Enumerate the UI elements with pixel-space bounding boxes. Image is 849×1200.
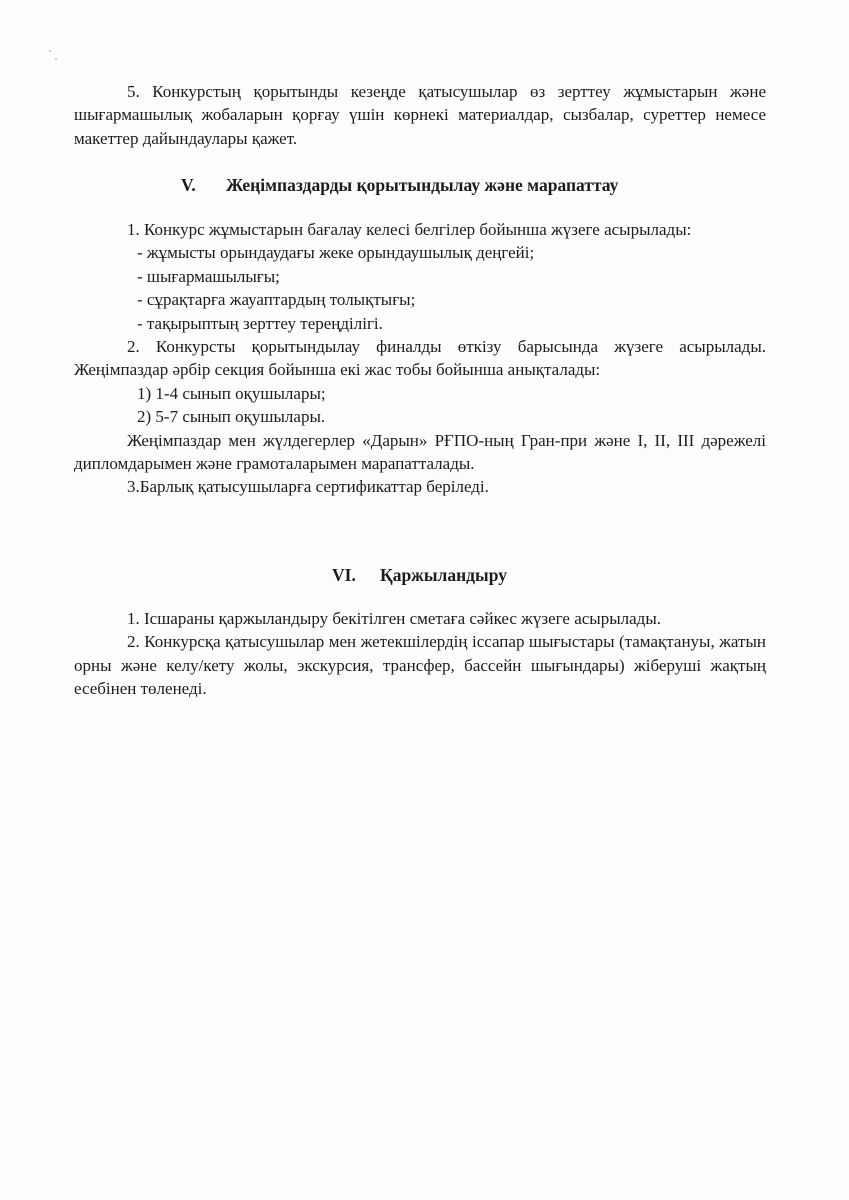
section-vi-item-2: 2. Конкурсқа қатысушылар мен жетекшілердің іссапар шығыстары (тамақтануы, жатын орны және келу/кету жолы, экскурсия, трансфер, бассейн шығындары) жіберуші жақтың есебінен төленеді.: [74, 632, 766, 699]
criteria-item: - тақырыптың зерттеу тереңділігі.: [137, 313, 383, 333]
scan-speck: [49, 50, 51, 52]
section-v-heading: [181, 173, 618, 197]
criteria-item: - шығармашылығы;: [137, 266, 280, 286]
section-vi-item-1: 1. Ісшараны қаржыландыру бекітілген сметаға сәйкес жүзеге асырылады.: [127, 609, 662, 628]
section-v-title: Жеңімпаздарды қорытындылау және марапаттау: [226, 175, 619, 195]
criteria-item: - сұрақтарға жауаптардың толықтығы;: [137, 290, 416, 310]
age-group-item: 2) 5-7 сынып оқушылары.: [137, 407, 326, 427]
section-vi-title: Қаржыландыру: [380, 565, 507, 585]
age-group-item: 1) 1-4 сынып оқушылары;: [137, 383, 326, 403]
awards-paragraph: Жеңімпаздар мен жүлдегерлер «Дарын» РҒПО-ның Гран-при және I, II, III дәрежелі дипломдарымен және грамоталарымен марапатталады.: [74, 430, 766, 474]
section-v-item-3: 3.Барлық қатысушыларға сертификаттар беріледі.: [127, 477, 489, 497]
section-v-item-2: 2. Конкурсты қорытындылау финалды өткізу барысында жүзеге асырылады. Жеңімпаздар әрбір секция бойынша екі жас тобы бойынша анықталады:: [74, 337, 766, 380]
section-vi-number: VI.: [332, 565, 356, 585]
paragraph-5: 5. Конкурстың қорытынды кезеңде қатысушылар өз зерттеу жұмыстарын және шығармашылық жобаларын қорғау үшін көрнекі материалдар, сызбалар, суреттер немесе макеттер дайындаулары қажет.: [74, 82, 766, 148]
section-iv-paragraph-5-block: [74, 80, 766, 150]
section-v-item-1: 1. Конкурс жұмыстарын бағалау келесі белгілер бойынша жүзеге асырылады:: [127, 220, 692, 239]
criteria-item: - жұмысты орындаудағы жеке орындаушылық деңгейі;: [137, 243, 535, 263]
section-v-body: [74, 218, 766, 499]
section-v-number: V.: [181, 175, 196, 195]
section-vi-heading: [332, 563, 507, 587]
section-vi-body: [74, 607, 766, 701]
scan-speck: [55, 58, 57, 60]
